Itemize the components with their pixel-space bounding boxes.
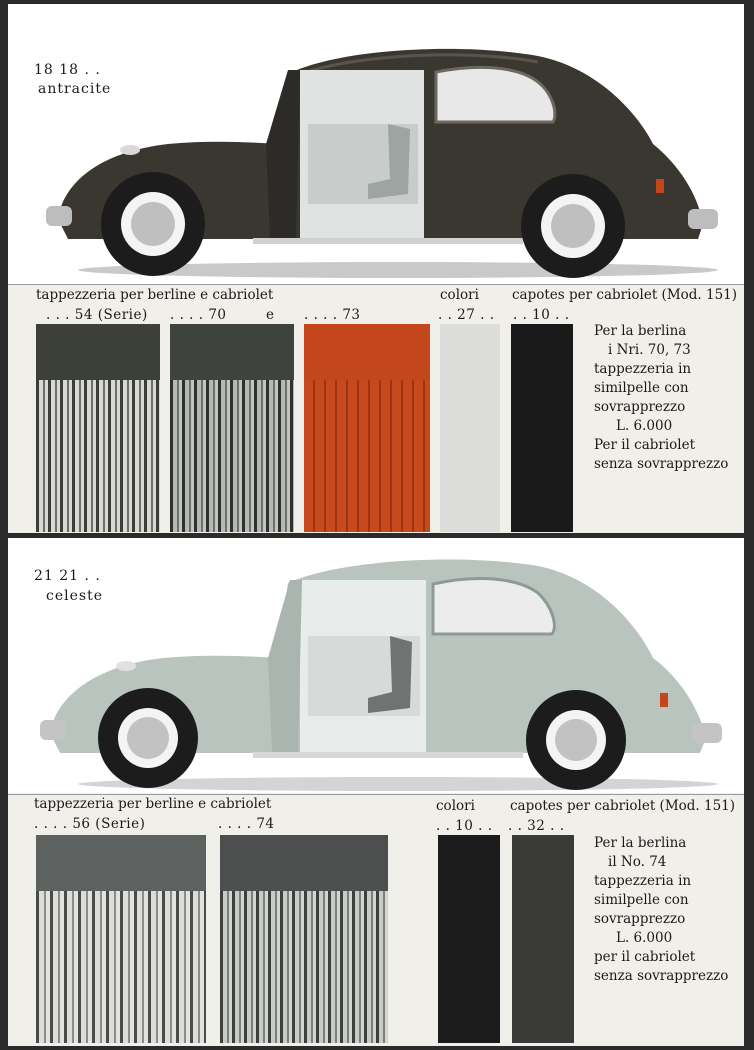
note-line: tappezzeria in [594, 361, 692, 377]
car-photo-area [8, 4, 744, 284]
upholstery-label: tappezzeria per berline e cabriolet [36, 287, 274, 303]
car-illustration-antracite [38, 34, 728, 284]
note-line: senza sovrapprezzo [594, 968, 729, 984]
colors-label: colori [440, 287, 479, 303]
color-name: antracite [38, 81, 112, 97]
code-73: . . . . 73 [304, 307, 361, 323]
tops-label: capotes per cabriolet (Mod. 151) [512, 287, 738, 303]
color-code: 21 21 . . [34, 568, 101, 584]
code-27: . . 27 . . [438, 307, 495, 323]
note-line: Per la berlina [594, 835, 687, 851]
upholstery-label: tappezzeria per berline e cabriolet [34, 796, 272, 812]
note-line: senza sovrapprezzo [594, 456, 729, 472]
code-56: . . . . 56 (Serie) [34, 816, 146, 832]
swatch-74 [220, 835, 388, 1043]
note-line: L. 6.000 [616, 930, 673, 946]
note-line: sovrapprezzo [594, 399, 686, 415]
price-note [594, 834, 728, 986]
note-line: il No. 74 [608, 854, 667, 870]
code-10: . . 10 . . [513, 307, 570, 323]
note-line: Per la berlina [594, 323, 687, 339]
panel-celeste [8, 538, 744, 1046]
swatch-56 [36, 835, 206, 1043]
divider [8, 284, 744, 285]
color-name: celeste [46, 588, 103, 604]
tops-label: capotes per cabriolet (Mod. 151) [510, 798, 736, 814]
car-photo-area [8, 538, 744, 793]
swatch-10 [438, 835, 500, 1043]
swatch-32 [512, 835, 574, 1043]
color-code: 18 18 . . [34, 62, 101, 78]
colors-label: colori [436, 798, 475, 814]
note-line: L. 6.000 [616, 418, 673, 434]
swatch-10 [511, 324, 573, 532]
swatch-54 [36, 324, 160, 532]
note-line: tappezzeria in [594, 873, 692, 889]
code-54: . . . 54 (Serie) [46, 307, 148, 323]
divider [8, 794, 744, 795]
swatch-73 [304, 324, 430, 532]
panel-antracite [8, 4, 744, 533]
car-illustration-celeste [38, 548, 728, 793]
note-line: per il cabriolet [594, 949, 696, 965]
note-line: i Nri. 70, 73 [608, 342, 691, 358]
code-and: e [266, 307, 275, 323]
note-line: similpelle con [594, 380, 689, 396]
code-10: . . 10 . . [436, 818, 493, 834]
swatch-27 [440, 324, 500, 532]
code-74: . . . . 74 [218, 816, 275, 832]
swatch-70 [170, 324, 294, 532]
code-70: . . . . 70 [170, 307, 227, 323]
price-note [594, 322, 728, 474]
note-line: Per il cabriolet [594, 437, 696, 453]
note-line: similpelle con [594, 892, 689, 908]
note-line: sovrapprezzo [594, 911, 686, 927]
code-32: . . 32 . . [508, 818, 565, 834]
